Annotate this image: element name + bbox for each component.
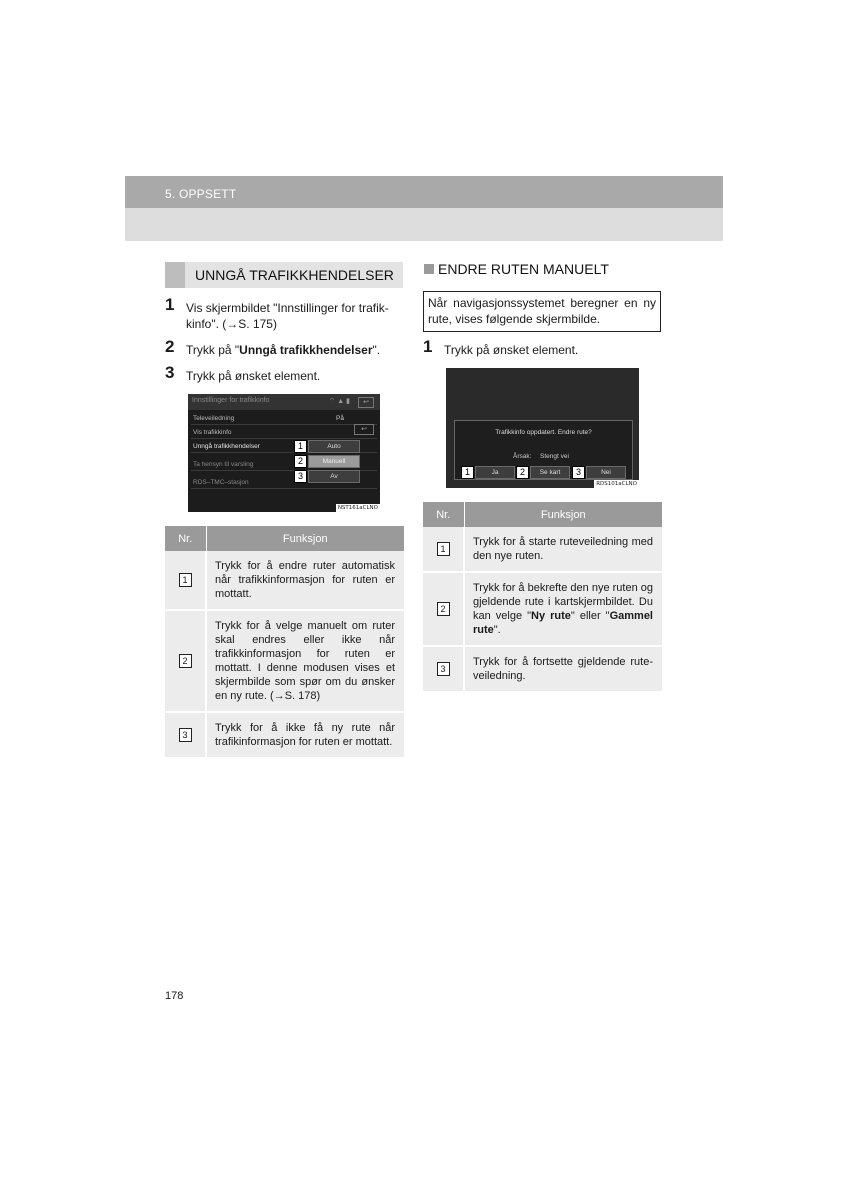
table-row <box>423 572 662 646</box>
screen-row <box>191 426 377 439</box>
row-number-cell <box>165 712 206 758</box>
screen-row <box>191 412 377 425</box>
section-heading-change-route <box>423 258 663 280</box>
function-cell: Trykk for å fortsette gjeldende rute-veiledning. <box>464 646 662 692</box>
table-row <box>165 551 404 610</box>
step-3 <box>165 363 405 384</box>
step-text-bold: Unngå trafikkhendelser <box>239 343 373 357</box>
callout-2: 2 <box>516 466 529 479</box>
table-header-row <box>423 502 662 527</box>
row-number-cell <box>165 610 206 712</box>
chapter-header-bar <box>125 176 723 208</box>
step-text: Vis skjermbildet "Innstillinger for trafik-kinfo". (→S. 175) <box>186 301 389 331</box>
number-box: 1 <box>437 542 450 556</box>
manual-button: Manuell <box>308 455 360 468</box>
no-button: Nei <box>586 466 626 479</box>
callout-3: 3 <box>294 470 307 483</box>
callout-1: 1 <box>294 440 307 453</box>
number-box: 2 <box>179 654 192 668</box>
step-text-pre: Trykk på " <box>186 343 240 357</box>
off-button: Av <box>308 470 360 483</box>
section-square-marker <box>424 264 434 274</box>
row-label: RDS–TMC–stasjon <box>193 479 249 486</box>
row-label: Unngå trafikkhendelser <box>193 443 260 450</box>
number-box: 3 <box>179 728 192 742</box>
function-text-post: ". <box>493 624 501 636</box>
section-title: UNNGÅ TRAFIKKHENDELSER <box>195 267 394 283</box>
row-number-cell <box>165 551 206 610</box>
step-1 <box>423 337 663 358</box>
function-cell: Trykk for å endre ruter automatisk når trafikkinformasjon for ruten er mottatt. <box>206 551 404 610</box>
step-text: Trykk på ønsket element. <box>444 343 579 357</box>
row-number-cell <box>423 572 464 646</box>
route-change-screen-image <box>446 368 639 488</box>
cause-label: Årsak: <box>513 453 532 460</box>
see-map-button: Se kart <box>530 466 570 479</box>
step-number: 1 <box>165 295 175 314</box>
image-code: RDS101aCLNO <box>596 481 637 487</box>
table-row <box>423 527 662 572</box>
column-header-function: Funksjon <box>206 526 404 551</box>
image-code: NST161aCLNO <box>337 505 378 511</box>
signal-icon: ⌔ ▲ ▮ <box>328 398 350 405</box>
step-1 <box>165 295 405 332</box>
table-row <box>423 646 662 692</box>
number-box: 1 <box>179 573 192 587</box>
row-value: På <box>336 415 344 422</box>
row-number-cell <box>423 646 464 692</box>
traffic-settings-screen-image <box>188 394 380 512</box>
row-label: Ta hensyn til varsling <box>193 461 254 468</box>
table-row <box>165 610 404 712</box>
row-label: Vis trafikkinfo <box>193 429 232 436</box>
table-row <box>165 712 404 758</box>
yes-button: Ja <box>475 466 515 479</box>
column-header-nr: Nr. <box>423 502 464 527</box>
callout-1: 1 <box>461 466 474 479</box>
dialog-question: Trafikkinfo oppdatert. Endre rute? <box>495 429 592 436</box>
column-header-nr: Nr. <box>165 526 206 551</box>
step-number: 1 <box>423 337 433 356</box>
section-heading-avoid-traffic <box>165 262 403 288</box>
back-icon: ↩ <box>358 397 374 408</box>
chapter-header-band <box>125 176 723 241</box>
screen-title: Innstillinger for trafikkinfo <box>192 397 270 404</box>
function-cell <box>464 572 662 646</box>
option-new-route: Ny rute <box>531 610 571 622</box>
info-note-box: Når navigasjonssystemet beregner en ny rute, vises følgende skjermbilde. <box>423 291 661 332</box>
row-number-cell <box>423 527 464 572</box>
function-table-right <box>423 502 662 693</box>
row-label: Televeiledning <box>193 415 235 422</box>
function-table-left <box>165 526 404 759</box>
function-cell: Trykk for å starte ruteveiledning med den nye ruten. <box>464 527 662 572</box>
callout-2: 2 <box>294 455 307 468</box>
page-number: 178 <box>165 990 184 1002</box>
option-old-route: Gammel rute <box>473 610 653 636</box>
step-number: 2 <box>165 337 175 356</box>
table-header-row <box>165 526 404 551</box>
step-2 <box>165 337 405 358</box>
step-text-post: ". <box>372 343 381 357</box>
section-marker <box>165 262 185 288</box>
step-number: 3 <box>165 363 175 382</box>
return-icon: ↩ <box>354 424 374 435</box>
step-text: Trykk på ønsket element. <box>186 369 321 383</box>
function-cell: Trykk for å ikke få ny rute når trafikinformasjon for ruten er mottatt. <box>206 712 404 758</box>
callout-3: 3 <box>572 466 585 479</box>
chapter-title: 5. OPPSETT <box>165 187 237 201</box>
number-box: 2 <box>437 602 450 616</box>
function-text-mid: " eller " <box>570 610 610 622</box>
function-text-pre: Trykk for å bekrefte den nye ruten og gjeldende rute i kartskjermbildet. Du kan velge " <box>473 582 653 622</box>
number-box: 3 <box>437 662 450 676</box>
section-title: ENDRE RUTEN MANUELT <box>438 261 609 277</box>
column-header-function: Funksjon <box>464 502 662 527</box>
screen-title-bar <box>188 394 380 410</box>
auto-button: Auto <box>308 440 360 453</box>
left-column <box>165 262 405 759</box>
function-cell: Trykk for å velge manuelt om ruter skal endres eller ikke når trafikkinformasjon for ruten er mottatt. I denne modusen vises et skjermbilde som spør om du ønsker en ny rute. (→S. 178) <box>206 610 404 712</box>
right-column <box>423 258 663 693</box>
cause-value: Stengt vei <box>540 453 569 460</box>
